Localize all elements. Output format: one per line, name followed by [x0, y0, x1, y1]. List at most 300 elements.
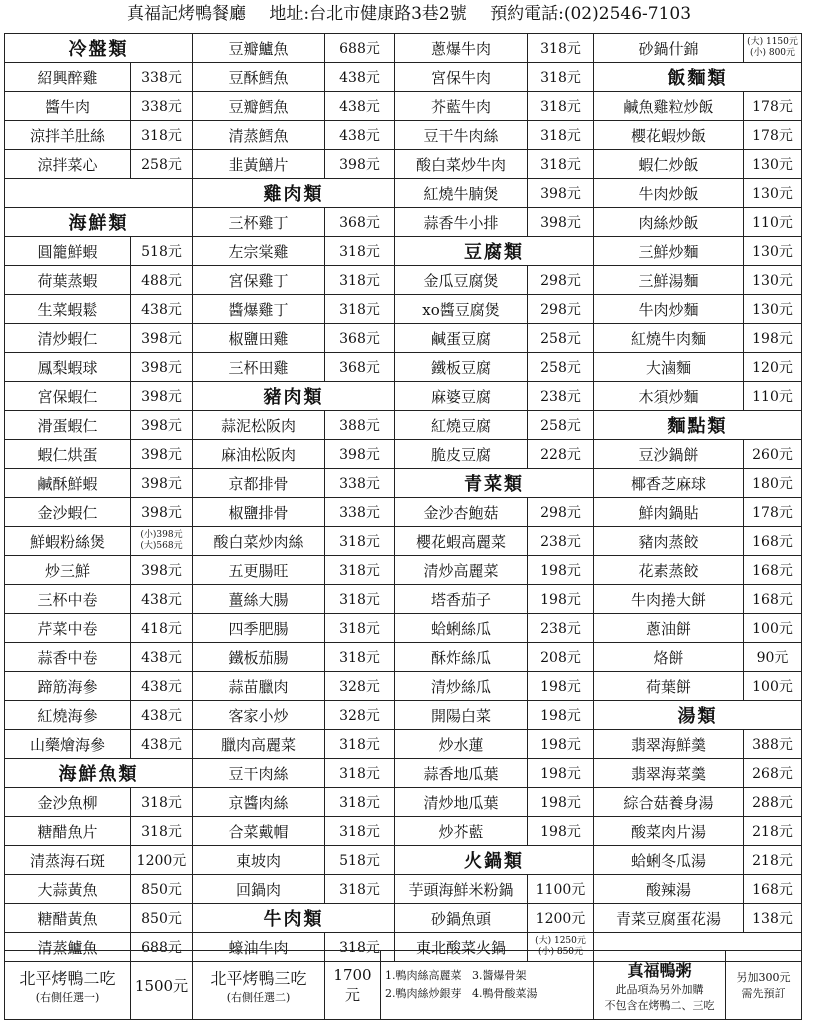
- dish-price: 438元: [131, 701, 193, 730]
- duck-options-row-1: [385, 967, 591, 985]
- dish-name: 宮保雞丁: [193, 266, 325, 295]
- dish-price: 318元: [325, 759, 395, 788]
- dish-name: 五更腸旺: [193, 556, 325, 585]
- dish-name: 青菜豆腐蛋花湯: [594, 904, 744, 933]
- duck-congee-extra-price: 另加300元: [736, 971, 791, 984]
- dish-name: 糖醋魚片: [5, 817, 131, 846]
- dish-price: 368元: [325, 353, 395, 382]
- dish-name: 翡翠海菜羹: [594, 759, 744, 788]
- dish-price: 100元: [744, 672, 802, 701]
- dish-price: 288元: [744, 788, 802, 817]
- dish-name: 涼拌羊肚絲: [5, 121, 131, 150]
- dish-name: 回鍋肉: [193, 875, 325, 904]
- dish-name: 三杯中卷: [5, 585, 131, 614]
- dish-price: 438元: [325, 63, 395, 92]
- dish-price-option: (小)398元: [140, 530, 183, 540]
- category-heading: 冷盤類: [5, 34, 193, 63]
- dish-name: 紅燒牛肉麵: [594, 324, 744, 353]
- dish-price: 258元: [528, 353, 594, 382]
- dish-name: 紅燒海參: [5, 701, 131, 730]
- dish-name: 客家小炒: [193, 701, 325, 730]
- dish-name: 翡翠海鮮羹: [594, 730, 744, 759]
- dish-name: 荷葉蒸蝦: [5, 266, 131, 295]
- dish-name: 蒜香牛小排: [395, 208, 528, 237]
- category-heading: 火鍋類: [395, 846, 594, 875]
- menu-row: [5, 440, 802, 469]
- duck-congee: [594, 951, 726, 1020]
- dish-price: 318元: [325, 266, 395, 295]
- dish-name: 椰香芝麻球: [594, 469, 744, 498]
- menu-row: [5, 846, 802, 875]
- dish-price: 258元: [131, 150, 193, 179]
- dish-name: 三鮮湯麵: [594, 266, 744, 295]
- dish-price: 238元: [528, 527, 594, 556]
- dish-name: 豆沙鍋餅: [594, 440, 744, 469]
- dish-price: 318元: [325, 817, 395, 846]
- menu-row: [5, 759, 802, 788]
- dish-price: 328元: [325, 701, 395, 730]
- menu-row: [5, 817, 802, 846]
- dish-price: 268元: [744, 759, 802, 788]
- dish-price: 198元: [528, 759, 594, 788]
- dish-name: 金沙杏鮑菇: [395, 498, 528, 527]
- dish-name: 烙餅: [594, 643, 744, 672]
- dish-price: 318元: [325, 585, 395, 614]
- dish-price: 398元: [131, 498, 193, 527]
- dish-price: 368元: [325, 324, 395, 353]
- dish-name: 蛤蜊冬瓜湯: [594, 846, 744, 875]
- dish-price: 228元: [528, 440, 594, 469]
- duck-two-course-note: (右側任選一): [35, 990, 100, 1004]
- duck-two-course-name: 北平烤鴨二吃: [19, 968, 116, 988]
- category-heading: 海鮮魚類: [5, 759, 193, 788]
- dish-name: 醬爆雞丁: [193, 295, 325, 324]
- dish-price: 1200元: [528, 904, 594, 933]
- dish-name: 鐵板茄腸: [193, 643, 325, 672]
- duck-three-course-name: 北平烤鴨三吃: [210, 968, 307, 988]
- menu-row: [5, 92, 802, 121]
- restaurant-address: 地址:台北市健康路3巷2號: [269, 4, 467, 24]
- dish-price: 180元: [744, 469, 802, 498]
- dish-price: 168元: [744, 527, 802, 556]
- dish-price: 398元: [131, 556, 193, 585]
- dish-name: 炒芥藍: [395, 817, 528, 846]
- dish-name: 清蒸鱈魚: [193, 121, 325, 150]
- menu-row: [5, 34, 802, 63]
- duck-two-course: [5, 951, 131, 1020]
- dish-price: 318元: [528, 34, 594, 63]
- dish-price: 438元: [131, 730, 193, 759]
- dish-name: 醬牛肉: [5, 92, 131, 121]
- duck-congee-note-1: 此品項為另外加購: [615, 982, 704, 996]
- dish-price: 130元: [744, 237, 802, 266]
- restaurant-phone: 預約電話:(02)2546-7103: [490, 4, 692, 24]
- dish-price: 318元: [325, 556, 395, 585]
- dish-price: 130元: [744, 179, 802, 208]
- dish-name: 清炒蝦仁: [5, 324, 131, 353]
- dish-price: 1200元: [131, 846, 193, 875]
- dish-name: 芥藍牛肉: [395, 92, 528, 121]
- menu-row: [5, 237, 802, 266]
- dish-name: 蒜香中卷: [5, 643, 131, 672]
- dish-name: 酸白菜炒肉絲: [193, 527, 325, 556]
- dish-name: 砂鍋什錦: [594, 34, 744, 63]
- dish-price: 208元: [528, 643, 594, 672]
- dish-name: 金沙魚柳: [5, 788, 131, 817]
- dish-price-option: (大) 1150元: [747, 37, 798, 47]
- menu-row: [5, 788, 802, 817]
- menu-row: [5, 266, 802, 295]
- duck-option-1: 1.鴨肉絲高麗菜: [385, 969, 462, 982]
- dish-price: 438元: [131, 643, 193, 672]
- dish-price: 198元: [528, 672, 594, 701]
- dish-name: 薑絲大腸: [193, 585, 325, 614]
- dish-price: 398元: [131, 469, 193, 498]
- dish-name: 蝦仁炒飯: [594, 150, 744, 179]
- dish-price: 298元: [528, 295, 594, 324]
- duck-option-4: 4.鴨骨酸菜湯: [472, 987, 538, 1000]
- dish-price: 120元: [744, 353, 802, 382]
- duck-congee-name: 真福鴨粥: [627, 960, 692, 980]
- category-heading: 海鮮類: [5, 208, 193, 237]
- dish-price: 110元: [744, 382, 802, 411]
- dish-name: 清蒸鱸魚: [5, 933, 131, 962]
- dish-name: 大滷麵: [594, 353, 744, 382]
- menu-row: [5, 730, 802, 759]
- dish-price: 688元: [325, 34, 395, 63]
- menu-table: [4, 33, 802, 962]
- dish-name: 蹄筋海參: [5, 672, 131, 701]
- dish-price: [744, 34, 802, 63]
- dish-price: 198元: [744, 324, 802, 353]
- dish-price: 338元: [325, 469, 395, 498]
- dish-price: 198元: [528, 701, 594, 730]
- dish-name: 豆瓣鱸魚: [193, 34, 325, 63]
- dish-price: 488元: [131, 266, 193, 295]
- category-heading: 豬肉類: [193, 382, 395, 411]
- dish-name: 鮮蝦粉絲煲: [5, 527, 131, 556]
- dish-name: 芋頭海鮮米粉鍋: [395, 875, 528, 904]
- dish-name: 牛肉炒飯: [594, 179, 744, 208]
- dish-price: 418元: [131, 614, 193, 643]
- dish-name: 酸辣湯: [594, 875, 744, 904]
- menu-row: [5, 411, 802, 440]
- dish-name: 豆干肉絲: [193, 759, 325, 788]
- dish-price: 318元: [325, 614, 395, 643]
- dish-price: 438元: [131, 295, 193, 324]
- dish-price: 398元: [131, 324, 193, 353]
- dish-price: 130元: [744, 266, 802, 295]
- dish-price: 850元: [131, 904, 193, 933]
- dish-price: 318元: [325, 788, 395, 817]
- dish-price: 328元: [325, 672, 395, 701]
- dish-price: 318元: [528, 63, 594, 92]
- dish-name: 鳳梨蝦球: [5, 353, 131, 382]
- dish-price: 110元: [744, 208, 802, 237]
- dish-name: 圓籠鮮蝦: [5, 237, 131, 266]
- duck-three-course-note: (右側任選二): [226, 990, 291, 1004]
- dish-name: 蛤蜊絲瓜: [395, 614, 528, 643]
- dish-price: 218元: [744, 817, 802, 846]
- category-heading: 豆腐類: [395, 237, 594, 266]
- category-heading: 麵點類: [594, 411, 802, 440]
- dish-price: 298元: [528, 266, 594, 295]
- restaurant-name: 真福記烤鴨餐廳: [126, 4, 246, 24]
- dish-price: 318元: [131, 121, 193, 150]
- dish-price: 318元: [325, 875, 395, 904]
- dish-price: 178元: [744, 121, 802, 150]
- menu-row: [5, 382, 802, 411]
- dish-name: 紅燒豆腐: [395, 411, 528, 440]
- menu-row: [5, 585, 802, 614]
- dish-price: 438元: [131, 585, 193, 614]
- dish-name: 酸菜肉片湯: [594, 817, 744, 846]
- dish-name: 臘肉高麗菜: [193, 730, 325, 759]
- menu-row: [5, 701, 802, 730]
- dish-price: 168元: [744, 585, 802, 614]
- menu-row: [5, 556, 802, 585]
- dish-price: 198元: [528, 556, 594, 585]
- dish-name: 蔥油餅: [594, 614, 744, 643]
- menu-row: [5, 469, 802, 498]
- dish-name: 豆干牛肉絲: [395, 121, 528, 150]
- dish-price: 398元: [131, 353, 193, 382]
- dish-price-option: (大) 1250元: [535, 936, 586, 946]
- dish-name: 木須炒麵: [594, 382, 744, 411]
- dish-price: 318元: [325, 730, 395, 759]
- dish-price: 218元: [744, 846, 802, 875]
- dish-name: 山藥燴海參: [5, 730, 131, 759]
- dish-price: 198元: [528, 817, 594, 846]
- dish-price: 398元: [528, 179, 594, 208]
- dish-price: 398元: [131, 440, 193, 469]
- dish-price: [131, 527, 193, 556]
- duck-congee-extra: [726, 951, 802, 1020]
- dish-price: 168元: [744, 556, 802, 585]
- dish-price: 298元: [528, 498, 594, 527]
- dish-price: 130元: [744, 295, 802, 324]
- menu-row: [5, 150, 802, 179]
- dish-price: 198元: [528, 730, 594, 759]
- dish-name: 炒三鮮: [5, 556, 131, 585]
- dish-price: 318元: [325, 527, 395, 556]
- duck-congee-note-2: 不包含在烤鴨二、三吃: [604, 998, 715, 1012]
- dish-name: 糖醋黃魚: [5, 904, 131, 933]
- dish-name: 酸白菜炒牛肉: [395, 150, 528, 179]
- menu-row: [5, 63, 802, 92]
- dish-name: 麻婆豆腐: [395, 382, 528, 411]
- dish-name: 蝦仁烘蛋: [5, 440, 131, 469]
- dish-name: 涼拌菜心: [5, 150, 131, 179]
- dish-price: 178元: [744, 92, 802, 121]
- menu-row: [5, 527, 802, 556]
- dish-name: 三杯田雞: [193, 353, 325, 382]
- dish-price: 318元: [325, 295, 395, 324]
- dish-price: 438元: [325, 92, 395, 121]
- dish-name: 京醬肉絲: [193, 788, 325, 817]
- category-heading: 飯麵類: [594, 63, 802, 92]
- dish-name: 椒鹽田雞: [193, 324, 325, 353]
- dish-name: 金瓜豆腐煲: [395, 266, 528, 295]
- dish-price: 258元: [528, 324, 594, 353]
- dish-name: 蒜泥松阪肉: [193, 411, 325, 440]
- dish-name: 東北酸菜火鍋: [395, 933, 528, 962]
- duck-congee-preorder: 需先預訂: [741, 987, 786, 1000]
- dish-name: 蠔油牛肉: [193, 933, 325, 962]
- dish-price: 1100元: [528, 875, 594, 904]
- dish-price: 318元: [528, 92, 594, 121]
- dish-name: 荷葉餅: [594, 672, 744, 701]
- dish-price: 388元: [744, 730, 802, 759]
- dish-name: 豆瓣鱈魚: [193, 92, 325, 121]
- menu-row: [5, 875, 802, 904]
- dish-name: 芹菜中卷: [5, 614, 131, 643]
- dish-name: 花素蒸餃: [594, 556, 744, 585]
- dish-name: 砂鍋魚頭: [395, 904, 528, 933]
- dish-name: 櫻花蝦高麗菜: [395, 527, 528, 556]
- dish-price: 338元: [131, 63, 193, 92]
- dish-price: 438元: [131, 672, 193, 701]
- dish-price: 518元: [131, 237, 193, 266]
- menu-row: [5, 614, 802, 643]
- dish-name: 京都排骨: [193, 469, 325, 498]
- dish-name: 櫻花蝦炒飯: [594, 121, 744, 150]
- dish-name: 豆酥鱈魚: [193, 63, 325, 92]
- menu-row: [5, 643, 802, 672]
- category-heading: 雞肉類: [193, 179, 395, 208]
- dish-price: 168元: [744, 875, 802, 904]
- dish-name: 清炒絲瓜: [395, 672, 528, 701]
- dish-name: 三杯雞丁: [193, 208, 325, 237]
- dish-price: 100元: [744, 614, 802, 643]
- dish-name: 肉絲炒飯: [594, 208, 744, 237]
- menu-row: [5, 498, 802, 527]
- dish-price: 318元: [131, 788, 193, 817]
- dish-name: 紹興醉雞: [5, 63, 131, 92]
- menu-footer: [4, 950, 802, 1020]
- dish-price: 318元: [325, 237, 395, 266]
- duck-three-course-price: 1700元: [325, 951, 381, 1020]
- dish-price-option: (大)568元: [140, 541, 183, 551]
- dish-price: 178元: [744, 498, 802, 527]
- duck-option-3: 3.醬爆骨架: [472, 969, 527, 982]
- dish-name: 韭黃鱔片: [193, 150, 325, 179]
- dish-name: 酥炸絲瓜: [395, 643, 528, 672]
- dish-price: 260元: [744, 440, 802, 469]
- dish-price: 398元: [325, 440, 395, 469]
- dish-name: 椒鹽排骨: [193, 498, 325, 527]
- dish-name: 生菜蝦鬆: [5, 295, 131, 324]
- dish-name: 清炒高麗菜: [395, 556, 528, 585]
- dish-name: xo醬豆腐煲: [395, 295, 528, 324]
- dish-name: 蒜香地瓜葉: [395, 759, 528, 788]
- dish-name: 左宗棠雞: [193, 237, 325, 266]
- dish-name: 宮保牛肉: [395, 63, 528, 92]
- dish-price: 258元: [528, 411, 594, 440]
- dish-price-option: (小) 800元: [749, 48, 796, 58]
- dish-price: 130元: [744, 150, 802, 179]
- category-heading: 青菜類: [395, 469, 594, 498]
- dish-price: 398元: [131, 411, 193, 440]
- dish-name: 宮保蝦仁: [5, 382, 131, 411]
- dish-price: 318元: [528, 150, 594, 179]
- dish-price: 198元: [528, 585, 594, 614]
- dish-name: 四季肥腸: [193, 614, 325, 643]
- dish-name: 清炒地瓜葉: [395, 788, 528, 817]
- dish-name: 蔥爆牛肉: [395, 34, 528, 63]
- dish-price: 318元: [325, 933, 395, 962]
- menu-row: [5, 295, 802, 324]
- dish-name: 東坡肉: [193, 846, 325, 875]
- dish-name: 蒜苗臘肉: [193, 672, 325, 701]
- menu-row: [5, 353, 802, 382]
- dish-name: 鐵板豆腐: [395, 353, 528, 382]
- dish-name: 綜合菇養身湯: [594, 788, 744, 817]
- dish-name: 塔香茄子: [395, 585, 528, 614]
- menu-row: [5, 672, 802, 701]
- dish-price: 518元: [325, 846, 395, 875]
- dish-name: 三鮮炒麵: [594, 237, 744, 266]
- dish-name: 紅燒牛腩煲: [395, 179, 528, 208]
- empty-cell: [5, 179, 193, 208]
- dish-price: 318元: [131, 817, 193, 846]
- dish-name: 炒水蓮: [395, 730, 528, 759]
- dish-price: 318元: [325, 643, 395, 672]
- dish-name: 麻油松阪肉: [193, 440, 325, 469]
- dish-price: 238元: [528, 614, 594, 643]
- menu-row: [5, 121, 802, 150]
- category-heading: 牛肉類: [193, 904, 395, 933]
- dish-price: 850元: [131, 875, 193, 904]
- dish-name: 鹹蛋豆腐: [395, 324, 528, 353]
- menu-header: [0, 0, 818, 32]
- dish-price-option: (小) 850元: [537, 947, 584, 957]
- dish-price: 438元: [325, 121, 395, 150]
- menu-row: [5, 179, 802, 208]
- dish-name: 清蒸海石斑: [5, 846, 131, 875]
- dish-name: 鹹酥鮮蝦: [5, 469, 131, 498]
- dish-name: 脆皮豆腐: [395, 440, 528, 469]
- dish-name: 牛肉炒麵: [594, 295, 744, 324]
- dish-name: 滑蛋蝦仁: [5, 411, 131, 440]
- dish-price: 688元: [131, 933, 193, 962]
- dish-name: 豬肉蒸餃: [594, 527, 744, 556]
- menu-row: [5, 904, 802, 933]
- dish-name: 鮮肉鍋貼: [594, 498, 744, 527]
- dish-price: 398元: [528, 208, 594, 237]
- dish-price: 398元: [131, 382, 193, 411]
- duck-two-course-price: 1500元: [131, 951, 193, 1020]
- dish-price: 388元: [325, 411, 395, 440]
- dish-name: 大蒜黃魚: [5, 875, 131, 904]
- duck-three-course: [193, 951, 325, 1020]
- duck-option-2: 2.鴨肉絲炒銀芽: [385, 987, 462, 1000]
- dish-price: 368元: [325, 208, 395, 237]
- dish-name: 鹹魚雞粒炒飯: [594, 92, 744, 121]
- category-heading: 湯類: [594, 701, 802, 730]
- menu-row: [5, 208, 802, 237]
- dish-name: 牛肉捲大餅: [594, 585, 744, 614]
- dish-price: 338元: [131, 92, 193, 121]
- dish-price: 238元: [528, 382, 594, 411]
- dish-price: 398元: [325, 150, 395, 179]
- menu-row: [5, 324, 802, 353]
- dish-name: 合菜戴帽: [193, 817, 325, 846]
- dish-price: 90元: [744, 643, 802, 672]
- dish-price: 138元: [744, 904, 802, 933]
- dish-price: 198元: [528, 788, 594, 817]
- dish-price: 318元: [528, 121, 594, 150]
